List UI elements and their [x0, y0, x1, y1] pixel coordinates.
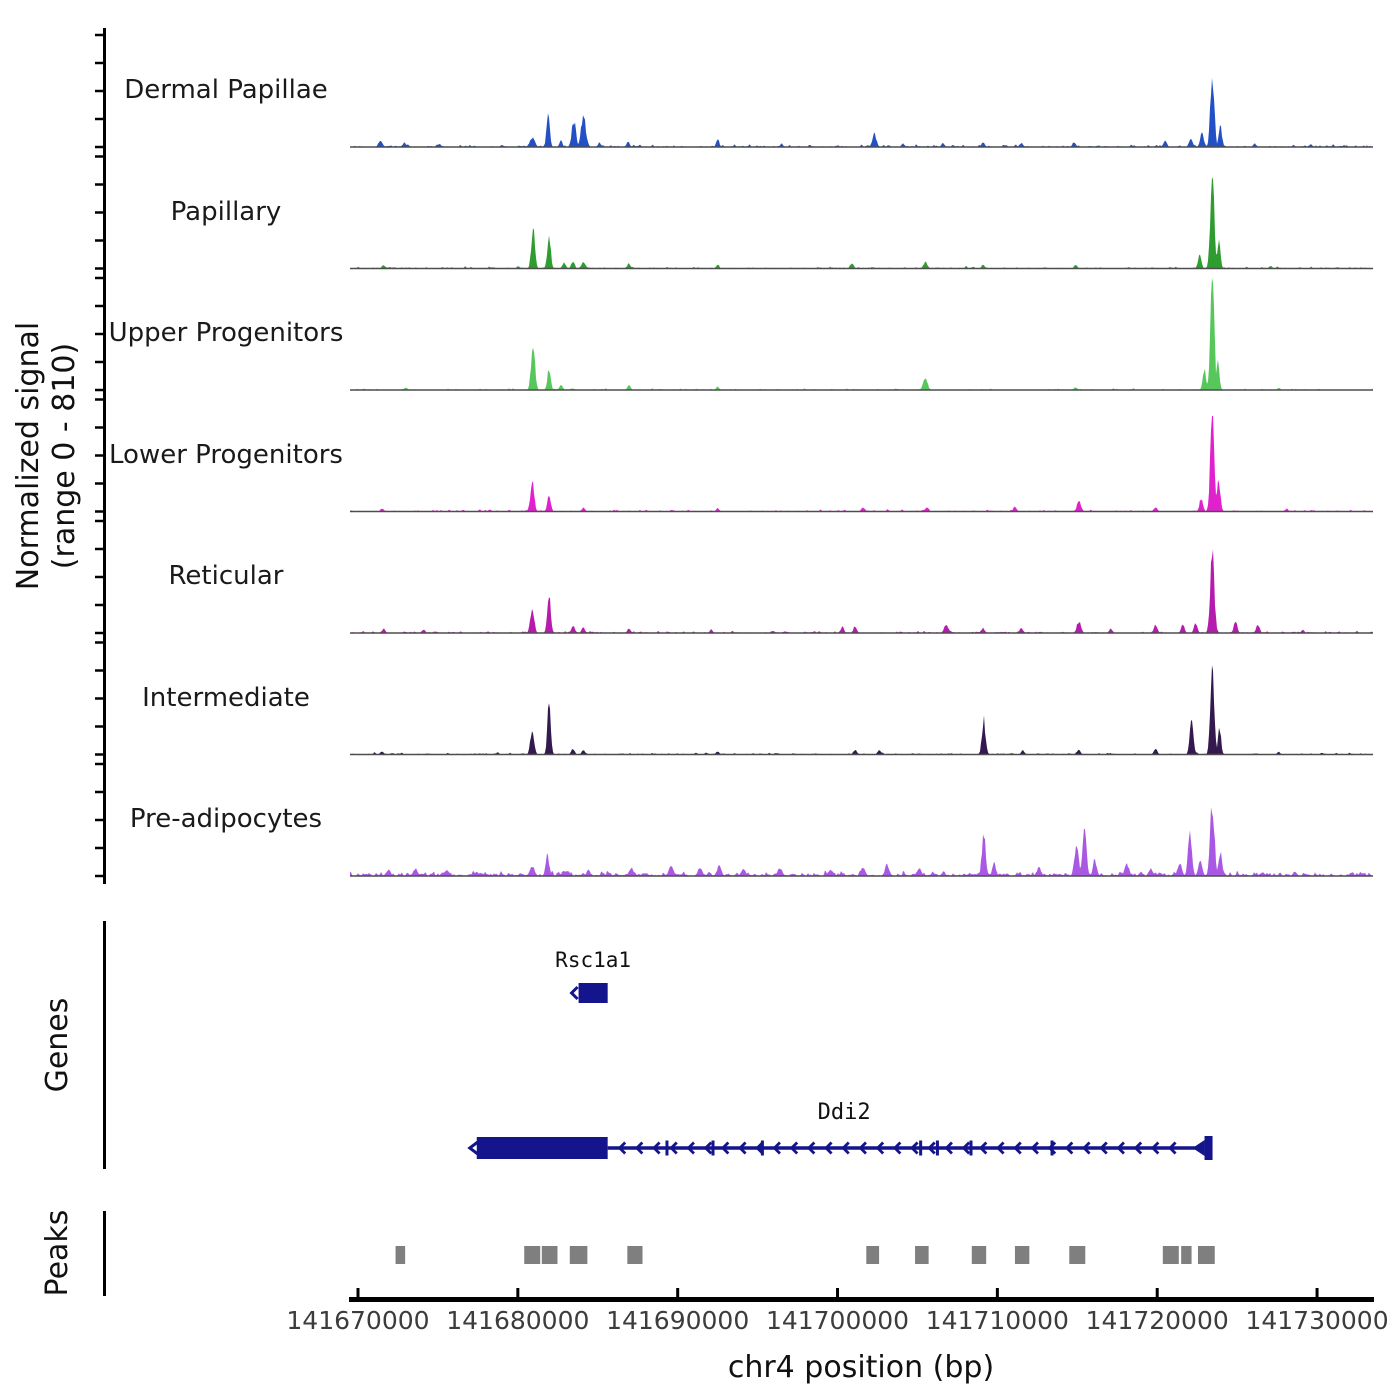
track-label-papillary: Papillary	[170, 196, 282, 227]
peak-interval	[627, 1246, 642, 1264]
gene-strand-arrow-rsc1a1	[572, 987, 578, 999]
gene-label-rsc1a1: Rsc1a1	[555, 948, 632, 972]
x-axis-title: chr4 position (bp)	[727, 1350, 995, 1385]
peak-interval	[1163, 1246, 1179, 1264]
peak-interval	[915, 1246, 929, 1264]
track-label-reticular: Reticular	[168, 561, 284, 591]
peak-interval	[1015, 1246, 1029, 1264]
genes-section-label: Genes	[40, 997, 75, 1093]
gene-thick-exon-ddi2	[477, 1137, 608, 1159]
peak-interval	[542, 1246, 558, 1264]
peak-interval	[570, 1246, 588, 1264]
track-label-intermediate: Intermediate	[142, 682, 310, 713]
x-tick-label-141680000: 141680000	[446, 1306, 590, 1335]
track-label-lower-progenitors: Lower Progenitors	[109, 439, 343, 470]
x-tick-label-141670000: 141670000	[286, 1306, 430, 1335]
signal-area-papillary	[350, 177, 1373, 268]
y-axis-label	[11, 172, 83, 740]
signal-area-dermal-papillae	[350, 78, 1373, 147]
x-tick-label-141700000: 141700000	[765, 1306, 910, 1335]
peak-interval	[1181, 1246, 1191, 1264]
peak-interval	[866, 1246, 879, 1264]
gene-strand-arrow-ddi2	[470, 1142, 478, 1154]
signal-area-lower-progenitors	[350, 416, 1373, 512]
gene-exon-mark-ddi2	[761, 1141, 764, 1156]
track-label-pre-adipocytes: Pre-adipocytes	[129, 804, 323, 834]
gene-exon-mark-ddi2	[712, 1141, 715, 1156]
peak-interval	[972, 1246, 986, 1264]
peaks-section-label: Peaks	[40, 1209, 75, 1297]
y-axis-label-line2: (range 0 - 810)	[47, 342, 82, 570]
x-tick-label-141710000: 141710000	[925, 1306, 1069, 1335]
gene-exon-mark-ddi2	[936, 1141, 939, 1156]
signal-area-reticular	[350, 549, 1373, 633]
gene-exon-mark-ddi2	[665, 1141, 668, 1156]
x-tick-label-141720000: 141720000	[1085, 1306, 1229, 1335]
gene-exon-mark-ddi2	[969, 1141, 972, 1156]
peak-interval	[396, 1246, 406, 1264]
peak-interval	[1198, 1246, 1215, 1264]
gene-exon-mark-ddi2	[919, 1141, 922, 1156]
peak-interval	[524, 1246, 540, 1264]
x-tick-label-141690000: 141690000	[606, 1306, 750, 1335]
x-tick-label-141730000: 141730000	[1245, 1306, 1389, 1335]
peak-interval	[1069, 1246, 1085, 1264]
y-axis-label-line1: Normalized signal	[11, 321, 46, 591]
gene-exon-mark-ddi2	[1051, 1141, 1054, 1156]
signal-area-intermediate	[350, 665, 1373, 754]
signal-area-pre-adipocytes	[350, 807, 1373, 876]
signal-area-upper-progenitors	[350, 278, 1373, 390]
gene-body-rsc1a1	[579, 983, 608, 1003]
gene-end-bar-ddi2	[1205, 1136, 1213, 1160]
gene-label-ddi2: Ddi2	[817, 1100, 871, 1125]
gene-end-arrow-ddi2	[1193, 1140, 1205, 1156]
track-label-dermal-papillae: Dermal Papillae	[124, 75, 328, 105]
track-label-upper-progenitors: Upper Progenitors	[108, 318, 344, 348]
